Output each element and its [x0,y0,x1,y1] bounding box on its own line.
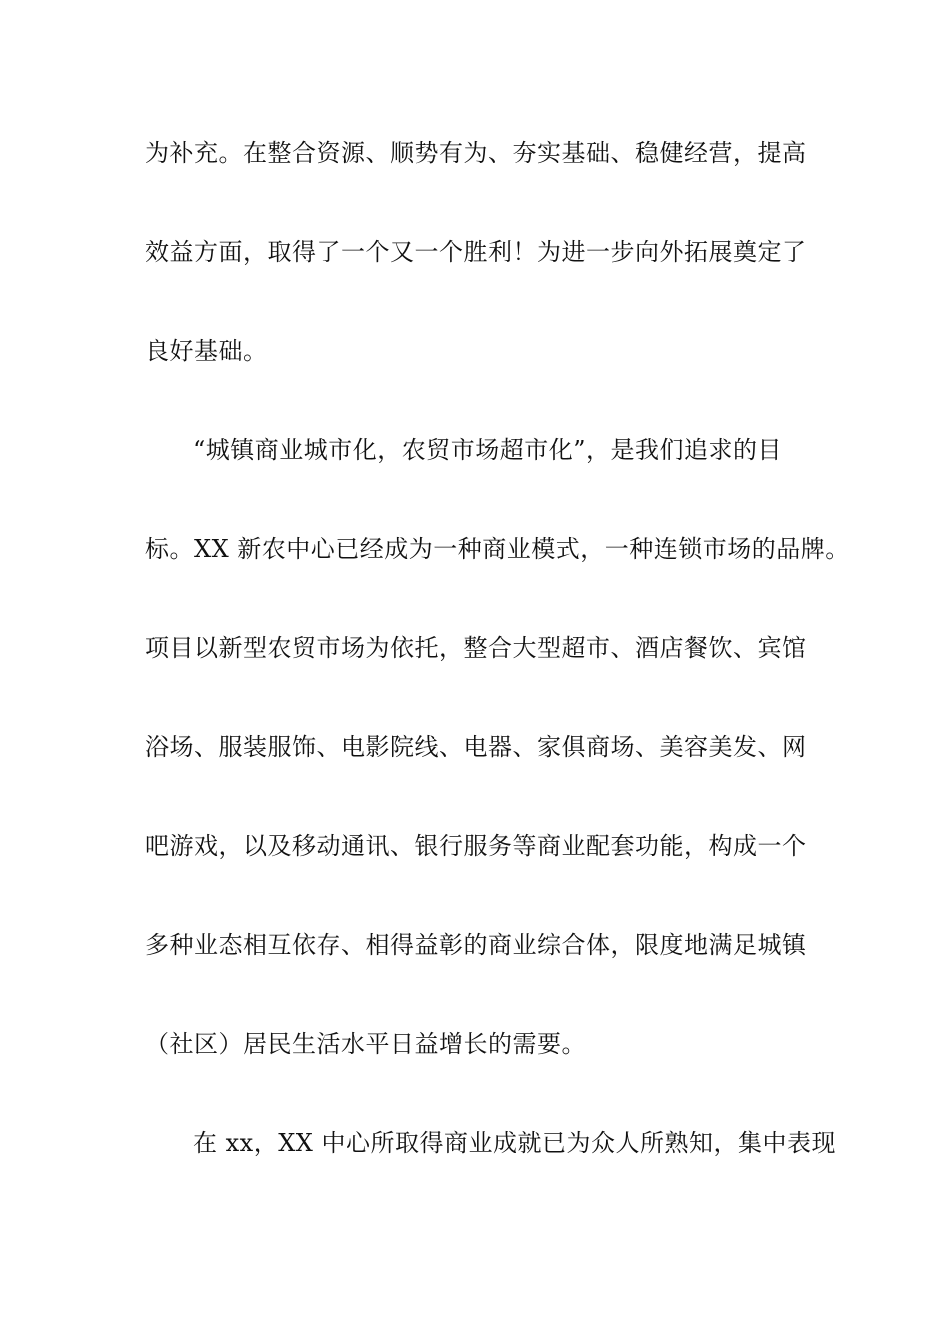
text-line-8: 吧游戏，以及移动通讯、银行服务等商业配套功能，构成一个 [145,832,807,860]
text-line-9: 多种业态相互依存、相得益彰的商业综合体，限度地满足城镇 [145,931,807,959]
text-line-7: 浴场、服装服饰、电影院线、电器、家俱商场、美容美发、网 [145,733,807,761]
text-line-3: 良好基础。 [145,337,268,365]
text-line-10: （社区）居民生活水平日益增长的需要。 [145,1030,586,1058]
text-line-6: 项目以新型农贸市场为依托，整合大型超市、酒店餐饮、宾馆 [145,634,807,662]
text-line-5: 标。XX 新农中心已经成为一种商业模式，一种连锁市场的品牌。 [145,535,850,563]
text-line-2: 效益方面，取得了一个又一个胜利！为进一步向外拓展奠定了 [145,238,807,266]
paragraph-start-line: “城镇商业城市化，农贸市场超市化”，是我们追求的目 [193,436,783,464]
paragraph-start-line-2: 在 xx，XX 中心所取得商业成就已为众人所熟知，集中表现 [193,1129,836,1157]
text-line-1: 为补充。在整合资源、顺势有为、夯实基础、稳健经营，提高 [145,139,807,167]
